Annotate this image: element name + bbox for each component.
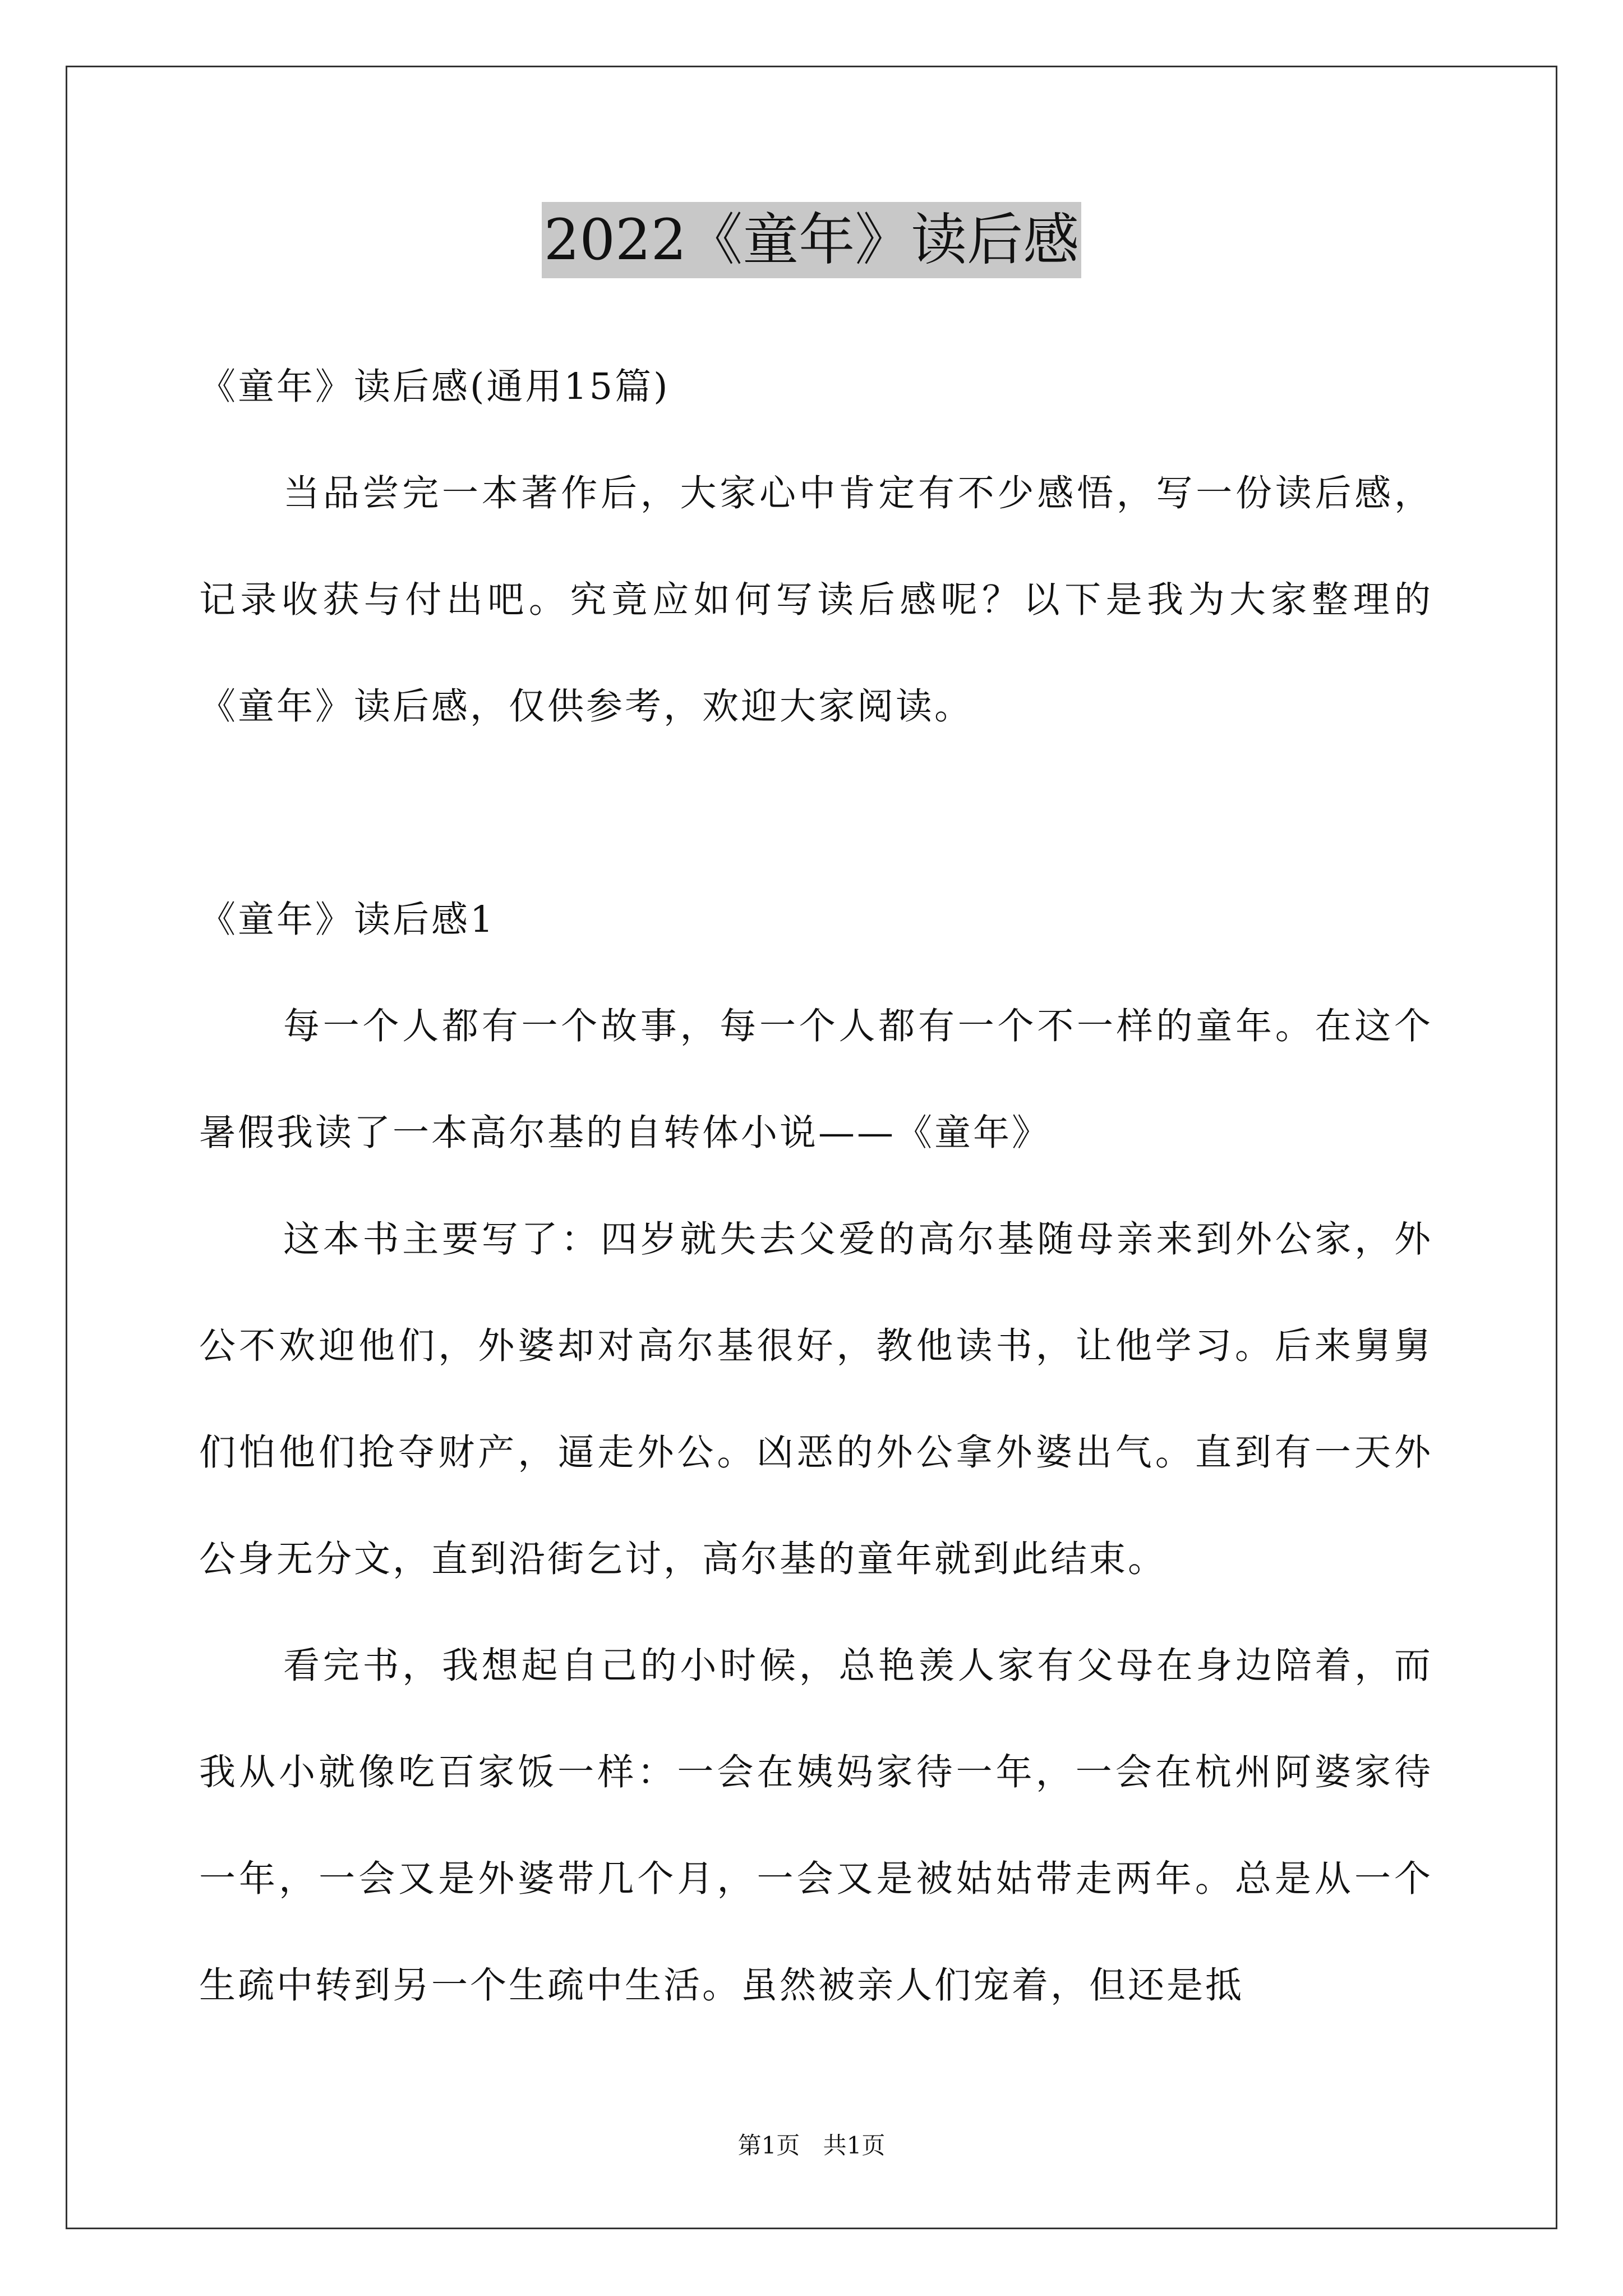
title-container [0,202,1623,278]
section-heading: 《童年》读后感1 [199,899,496,941]
body-paragraph-3: 看完书，我想起自己的小时候，总艳羡人家有父母在身边陪着，而我从小就像吃百家饭一样：一会在姨妈家待一年，一会在杭州阿婆家待一年，一会又是外婆带几个月，一会又是被姑姑带走两年。总是从一个生疏中转到另一个生疏中生活。虽然被亲人们宠着，但还是抵 [199,1645,1433,2007]
document-title: 2022《童年》读后感 [542,202,1082,278]
page-number: 第1页 [737,2132,800,2159]
page-total: 共1页 [823,2132,886,2159]
document-body [199,334,1433,2039]
page-footer [0,2129,1623,2162]
body-paragraph-1: 每一个人都有一个故事，每一个人都有一个不一样的童年。在这个暑假我读了一本高尔基的自转体小说——《童年》 [199,1005,1433,1154]
spacer [199,760,1433,867]
body-paragraph-2: 这本书主要写了：四岁就失去父爱的高尔基随母亲来到外公家，外公不欢迎他们，外婆却对高尔基很好，教他读书，让他学习。后来舅舅们怕他们抢夺财产，逼走外公。凶恶的外公拿外婆出气。直到有一天外公身无分文，直到沿街乞讨，高尔基的童年就到此结束。 [199,1218,1433,1580]
document-subtitle: 《童年》读后感(通用15篇) [199,366,670,408]
intro-paragraph: 当品尝完一本著作后，大家心中肯定有不少感悟，写一份读后感，记录收获与付出吧。究竟应如何写读后感呢？以下是我为大家整理的《童年》读后感，仅供参考，欢迎大家阅读。 [199,472,1433,728]
